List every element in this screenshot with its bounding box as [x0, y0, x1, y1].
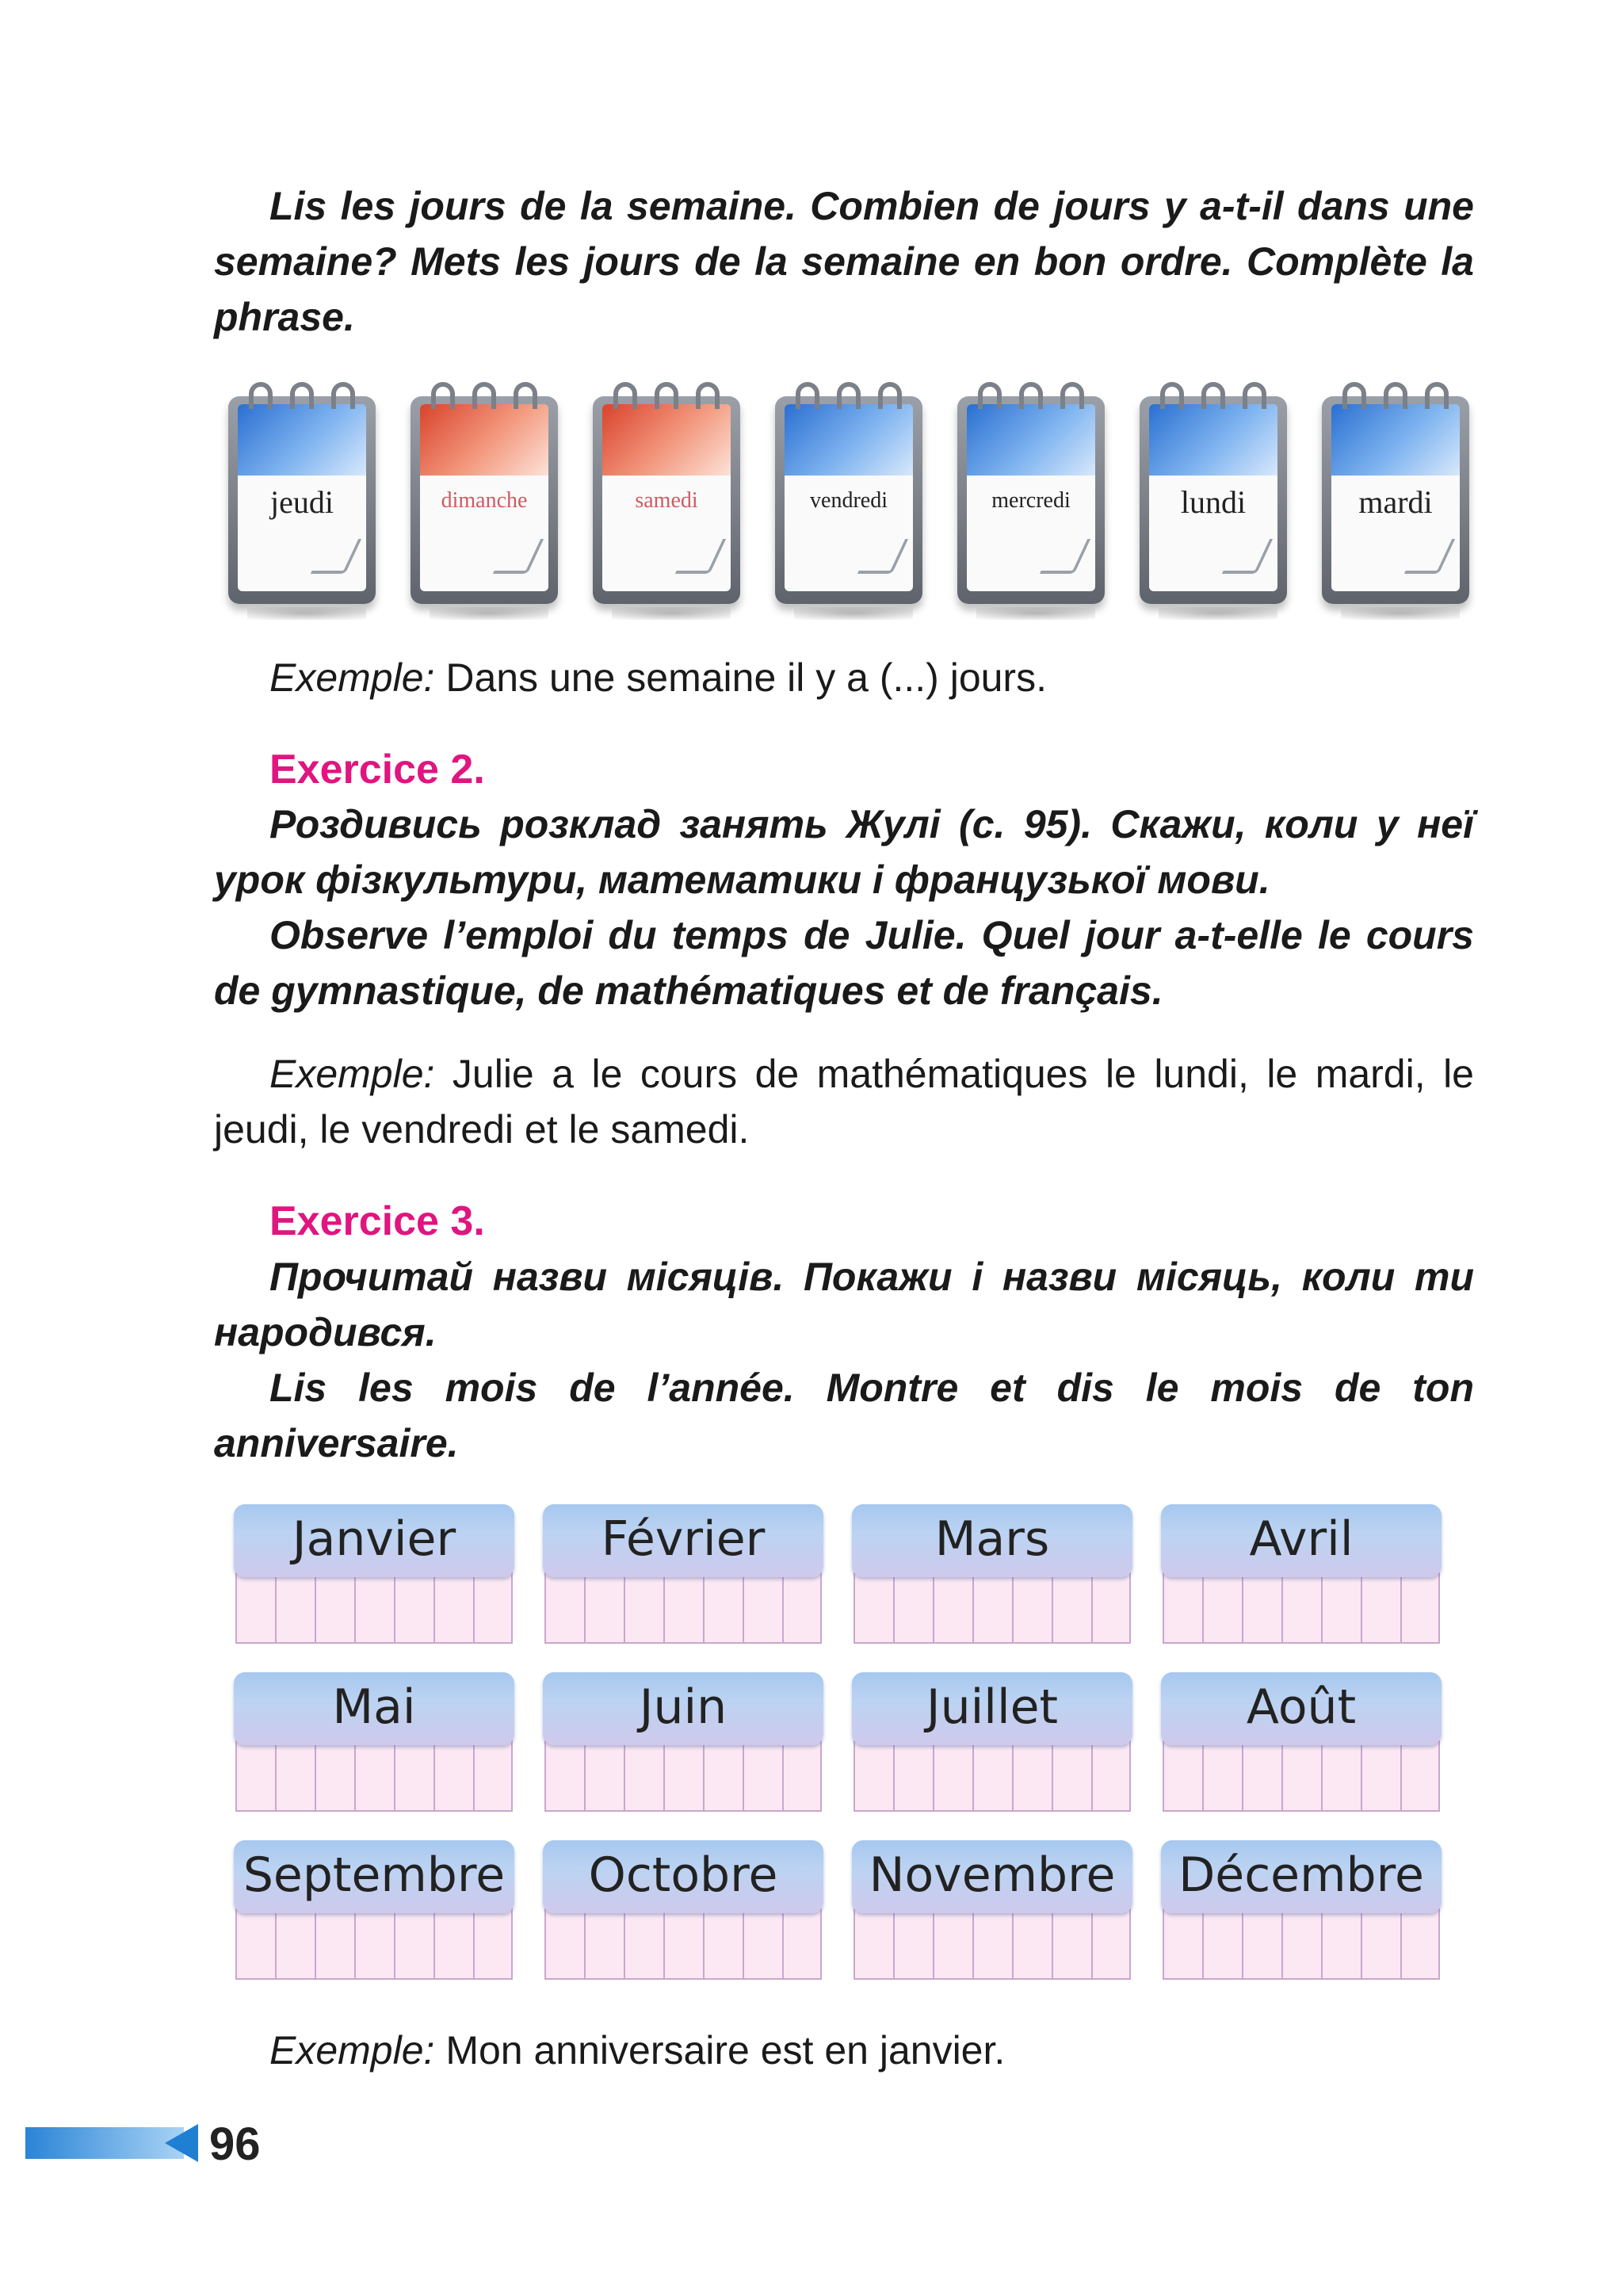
calendar-icon — [775, 396, 922, 604]
exercise2-example — [214, 1046, 1474, 1157]
calendar-icon — [1322, 396, 1469, 604]
page-arrow-icon — [165, 2124, 198, 2162]
month-label: Novembre — [852, 1840, 1132, 1913]
month-label: Décembre — [1161, 1840, 1442, 1913]
calendar-mardi — [1317, 379, 1476, 617]
month-card-mai — [234, 1672, 514, 1812]
month-card-aout — [1161, 1672, 1442, 1812]
month-card-juin — [543, 1672, 823, 1812]
month-label: Mars — [852, 1504, 1132, 1577]
month-label: Octobre — [543, 1840, 823, 1913]
day-label: mercredi — [991, 488, 1071, 513]
calendar-icon — [1140, 396, 1287, 604]
month-card-janvier — [234, 1504, 514, 1644]
example-label: Exemple: — [269, 2028, 435, 2073]
month-label: Août — [1161, 1672, 1442, 1745]
month-card-decembre — [1161, 1840, 1442, 1980]
day-label: dimanche — [441, 488, 528, 513]
day-label: jeudi — [270, 484, 334, 520]
calendar-jeudi — [223, 379, 382, 617]
exercise1-instruction: Lis les jours de la semaine. Combien de jours y a-t-il dans une semaine? Mets les jours de la semaine en bon ordre. Complète la phrase. — [214, 184, 1474, 339]
example-label: Exemple: — [269, 655, 435, 700]
month-label: Septembre — [234, 1840, 514, 1913]
day-label: vendredi — [810, 488, 888, 513]
month-card-avril — [1161, 1504, 1442, 1644]
calendar-lundi — [1135, 379, 1293, 617]
exercise2-instruction-uk: Роздивись розклад занять Жулі (с. 95). Скажи, коли у неї урок фізкультури, математики і французької мови. — [214, 802, 1474, 902]
example-text: Julie a le cours de mathématiques le lundi, le mardi, le jeudi, le vendredi et le samedi. — [214, 1052, 1474, 1152]
exercise3-example — [269, 2023, 1474, 2078]
exercise3-instruction-uk: Прочитай назви місяців. Покажи і назви місяць, коли ти народився. — [214, 1255, 1474, 1354]
months-grid — [234, 1504, 1454, 1996]
calendar-vendredi — [770, 379, 929, 617]
example-text: Dans une semaine il y a (...) jours. — [434, 655, 1047, 700]
calendar-icon — [957, 396, 1105, 604]
month-card-fevrier — [543, 1504, 823, 1644]
calendar-dimanche — [406, 379, 564, 617]
calendar-samedi — [588, 379, 747, 617]
month-label: Janvier — [234, 1504, 514, 1577]
exercise3-heading: Exercice 3. — [269, 1198, 485, 1244]
month-card-octobre — [543, 1840, 823, 1980]
calendar-icon — [228, 396, 376, 604]
month-card-mars — [852, 1504, 1132, 1644]
exercise1-example — [269, 650, 1474, 705]
exercise3-instruction-fr: Lis les mois de l’année. Montre et dis le mois de ton anniversaire. — [214, 1366, 1474, 1465]
exercise2-instruction-fr: Observe l’emploi du temps de Julie. Quel jour a-t-elle le cours de gymnastique, de mathématiques et de français. — [214, 913, 1474, 1013]
month-label: Février — [543, 1504, 823, 1577]
page-number-bar — [25, 2127, 184, 2159]
example-text: Mon anniversaire est en janvier. — [434, 2028, 1006, 2073]
exercise2-heading: Exercice 2. — [269, 747, 485, 793]
month-card-septembre — [234, 1840, 514, 1980]
example-label: Exemple: — [269, 1052, 435, 1096]
day-label: lundi — [1180, 484, 1247, 520]
day-label: mardi — [1358, 484, 1433, 520]
calendar-icon — [593, 396, 740, 604]
month-card-juillet — [852, 1672, 1132, 1812]
month-label: Juin — [543, 1672, 823, 1745]
day-label: samedi — [635, 488, 698, 513]
month-label: Mai — [234, 1672, 514, 1745]
page-number: 96 — [209, 2118, 261, 2170]
day-calendars — [223, 379, 1476, 625]
month-label: Avril — [1161, 1504, 1442, 1577]
calendar-icon — [411, 396, 558, 604]
calendar-mercredi — [953, 379, 1111, 617]
month-label: Juillet — [852, 1672, 1132, 1745]
month-card-novembre — [852, 1840, 1132, 1980]
